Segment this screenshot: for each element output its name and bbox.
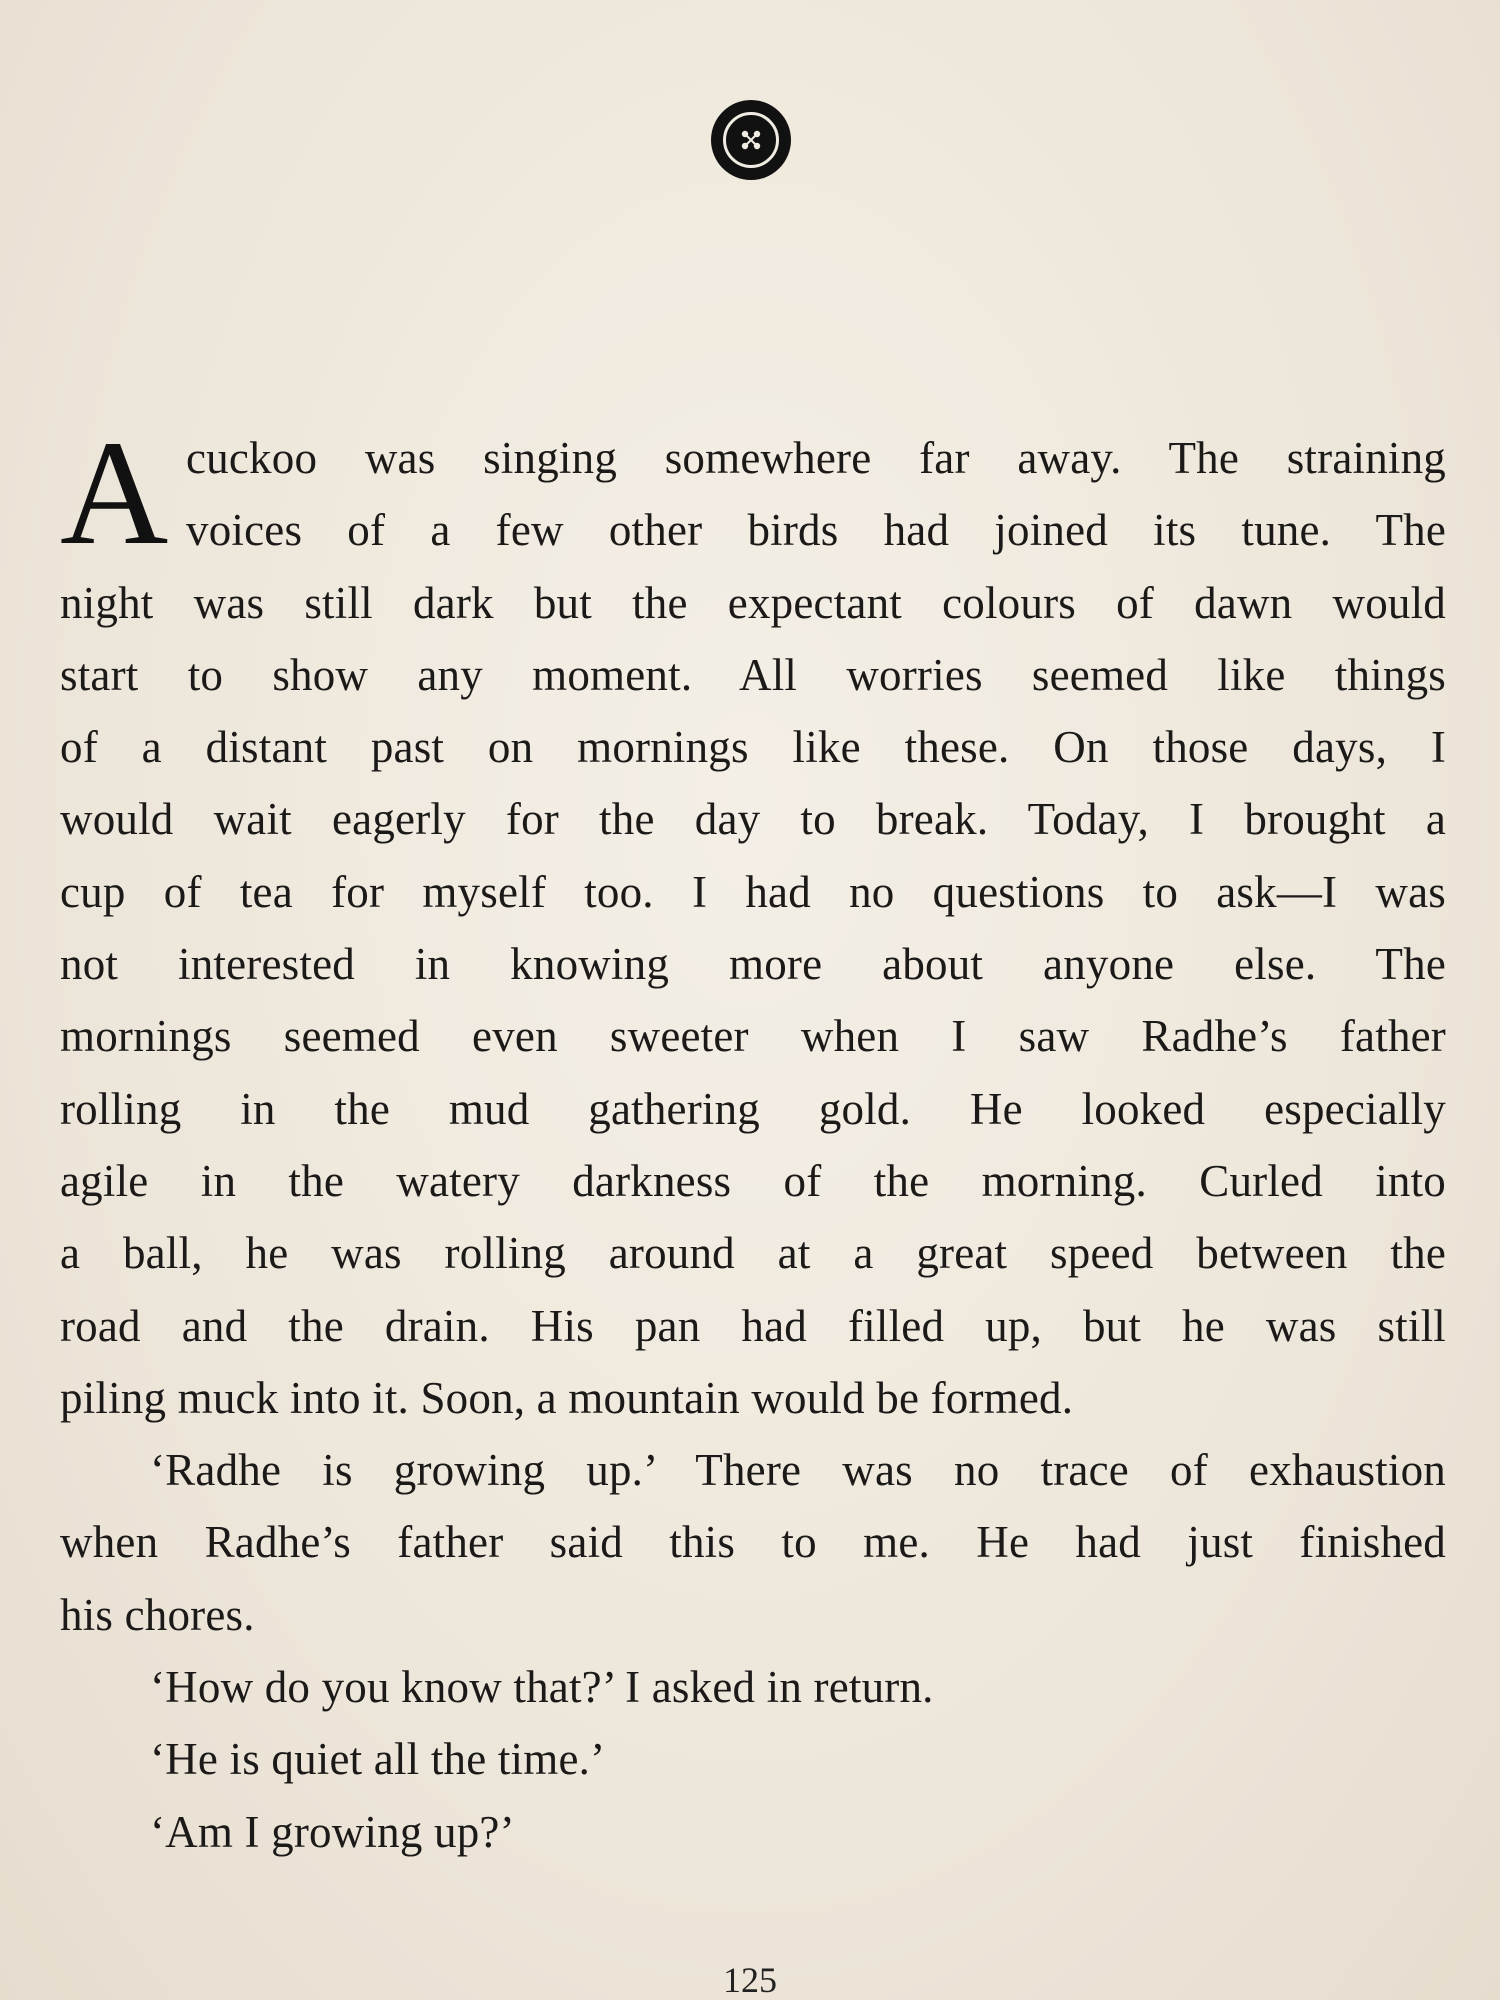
page-number: 125 xyxy=(723,1960,777,2000)
text-line: road and the drain. His pan had filled up, but he was still xyxy=(60,1300,1446,1351)
text-line: when Radhe’s father said this to me. He had just finished xyxy=(60,1517,1446,1568)
text-line: rolling in the mud gathering gold. He looked especially xyxy=(60,1083,1446,1134)
text-line: of a distant past on mornings like these. On those days, I xyxy=(60,722,1446,773)
text-line: would wait eagerly for the day to break. Today, I brought a xyxy=(60,794,1446,845)
text-line: not interested in knowing more about anyone else. The xyxy=(60,939,1446,990)
text-line: his chores. xyxy=(60,1589,255,1640)
drop-cap: A xyxy=(60,410,169,576)
text-line: ‘Radhe is growing up.’ There was no trace of exhaustion xyxy=(150,1445,1446,1496)
text-line: mornings seemed even sweeter when I saw Radhe’s father xyxy=(60,1011,1446,1062)
dialogue-line: ‘How do you know that?’ I asked in return. xyxy=(150,1662,934,1713)
text-line: agile in the watery darkness of the morning. Curled into xyxy=(60,1155,1446,1206)
text-line: piling muck into it. Soon, a mountain would be formed. xyxy=(60,1372,1074,1423)
dialogue-line: ‘Am I growing up?’ xyxy=(150,1806,515,1857)
dialogue-line: ‘He is quiet all the time.’ xyxy=(150,1734,606,1785)
body-text xyxy=(60,410,1446,1868)
text-line: cup of tea for myself too. I had no questions to ask—I was xyxy=(60,866,1446,917)
text-line: start to show any moment. All worries seemed like things xyxy=(60,649,1446,700)
button-ornament-icon xyxy=(711,100,791,180)
text-line: night was still dark but the expectant colours of dawn would xyxy=(60,577,1446,628)
text-line: voices of a few other birds had joined its tune. The xyxy=(186,505,1446,556)
text-line: cuckoo was singing somewhere far away. The straining xyxy=(186,433,1446,483)
text-line: a ball, he was rolling around at a great speed between the xyxy=(60,1228,1446,1279)
